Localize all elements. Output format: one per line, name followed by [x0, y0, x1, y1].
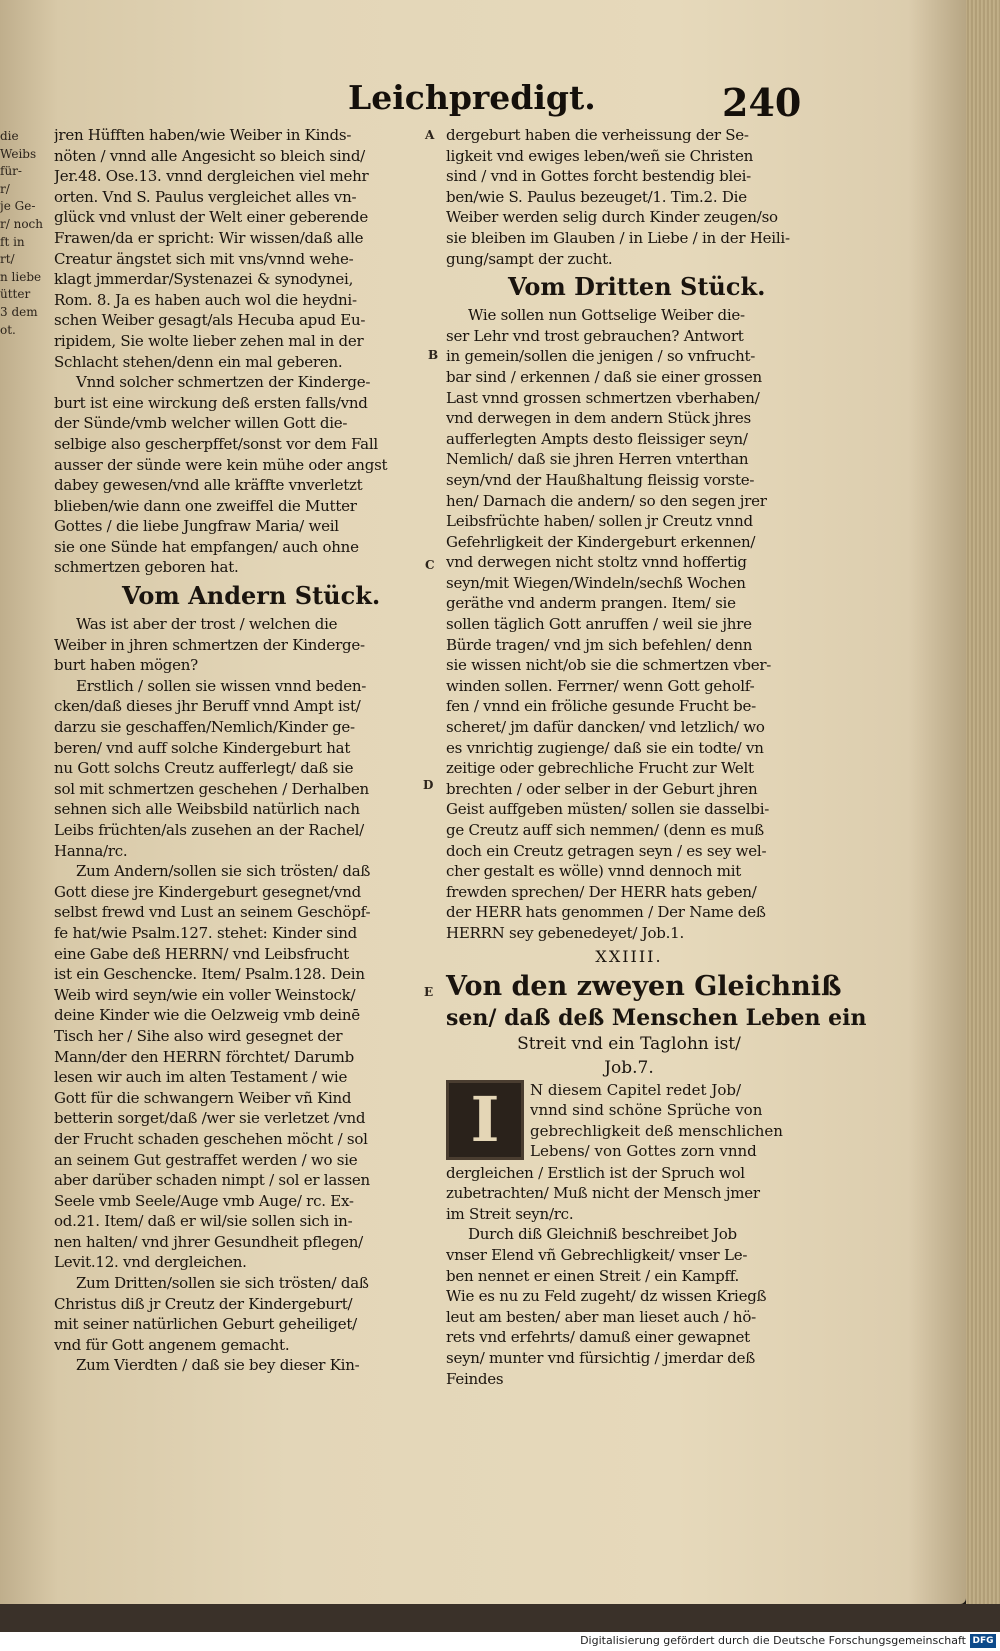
text-line: doch ein Creutz getragen seyn / es sey wel- — [446, 841, 767, 860]
text-line: aber darüber schaden nimpt / sol er lassen — [54, 1171, 370, 1190]
text-line: im Streit seyn/rc. — [446, 1204, 574, 1223]
text-line: selbst frewd vnd Lust an seinem Geschöpf- — [54, 903, 371, 922]
text-line: der HERR hats genommen / Der Name deß — [446, 903, 766, 922]
text-line: Gott für die schwangern Weiber vñ Kind — [54, 1088, 352, 1107]
page-edges — [966, 0, 1000, 1624]
text-line: sie wissen nicht/ob sie die schmertzen vber- — [446, 656, 772, 675]
left-column — [54, 125, 420, 1376]
text-line: vnser Elend vñ Gebrechligkeit/ vnser Le- — [446, 1245, 748, 1264]
footer-bar — [0, 1632, 1000, 1651]
text-line: Leibsfrüchte haben/ sollen jr Creutz vnnd — [446, 512, 753, 531]
margin-fragment: ot. — [0, 322, 16, 337]
text-line: Weiber in jhren schmertzen der Kinderge- — [54, 635, 365, 654]
text-line: Rom. 8. Ja es haben auch wol die heydni- — [54, 290, 357, 309]
text-line: scheret/ jm dafür dancken/ vnd letzlich/ wo — [446, 718, 765, 737]
text-line: Jer.48. Ose.13. vnnd dergleichen viel mehr — [54, 167, 369, 186]
text-line: Was ist aber der trost / welchen die — [76, 615, 338, 634]
text-line: Vnnd solcher schmertzen der Kinderge- — [76, 373, 371, 392]
text-line: beren/ vnd auff solche Kindergeburt hat — [54, 738, 351, 757]
text-line: hen/ Darnach die andern/ so den segen jrer — [446, 491, 767, 510]
right-paragraph-1 — [446, 125, 812, 269]
initial-text-line: N diesem Capitel redet Job/ — [530, 1080, 742, 1099]
text-line: der Frucht schaden geschehen möcht / sol — [54, 1129, 368, 1148]
text-line: seyn/ munter vnd fürsichtig / jmerdar deß — [446, 1348, 756, 1367]
right-paragraph-4 — [446, 1224, 812, 1389]
text-line: Tisch her / Sihe also wird gesegnet der — [54, 1026, 343, 1045]
text-line: geräthe vnd anderm prangen. Item/ sie — [446, 594, 736, 613]
section-heading-andern: Vom Andern Stück. — [122, 581, 381, 611]
margin-fragment: 3 dem — [0, 304, 38, 319]
text-line: Weiber werden selig durch Kinder zeugen/so — [446, 208, 778, 227]
text-line: frewden sprechen/ Der HERR hats geben/ — [446, 882, 757, 901]
dfg-logo[interactable]: DFG — [970, 1634, 996, 1648]
text-line: schen Weiber gesagt/als Hecuba apud Eu- — [54, 311, 366, 330]
left-paragraph-6 — [54, 1273, 420, 1355]
left-paragraph-7 — [54, 1355, 420, 1376]
text-line: Seele vmb Seele/Auge vmb Auge/ rc. Ex- — [54, 1191, 354, 1210]
text-line: burt haben mögen? — [54, 656, 198, 675]
running-head: Leichpredigt. — [348, 78, 596, 117]
text-line: Durch diß Gleichniß beschreibet Job — [468, 1225, 737, 1244]
text-line: schmertzen geboren hat. — [54, 558, 239, 577]
scan-background — [0, 1604, 1000, 1632]
text-line: burt ist eine wirckung deß ersten falls/vnd — [54, 393, 368, 412]
chapter-title-line-4: Job.7. — [604, 1057, 654, 1078]
text-line: sie one Sünde hat empfangen/ auch ohne — [54, 537, 359, 556]
chapter-title-line-3: Streit vnd ein Taglohn ist/ — [517, 1033, 741, 1054]
text-line: Levit.12. vnd dergleichen. — [54, 1253, 247, 1272]
text-line: selbige also gescherpffet/sonst vor dem Fall — [54, 434, 378, 453]
text-line: Creatur ängstet sich mit vns/vnnd wehe- — [54, 249, 354, 268]
text-line: fen / vnnd ein fröliche gesunde Frucht be- — [446, 697, 756, 716]
text-line: Geist auffgeben müsten/ sollen sie dasselbi- — [446, 800, 770, 819]
text-line: fe hat/wie Psalm.127. stehet: Kinder sind — [54, 923, 358, 942]
text-line: Mann/der den HERRN förchtet/ Darumb — [54, 1047, 354, 1066]
text-line: ben/wie S. Paulus bezeuget/1. Tim.2. Die — [446, 187, 747, 206]
margin-fragment: für- — [0, 164, 22, 179]
text-line: Nemlich/ daß sie jhren Herren vnterthan — [446, 450, 749, 469]
section-marker-d: D — [423, 778, 434, 792]
text-line: Erstlich / sollen sie wissen vnnd beden- — [76, 676, 367, 695]
text-line: Gott diese jre Kindergeburt gesegnet/vnd — [54, 882, 361, 901]
text-line: dabey gewesen/vnd alle kräffte vnverletzt — [54, 476, 363, 495]
text-line: Zum Dritten/sollen sie sich trösten/ daß — [76, 1274, 369, 1293]
text-line: Schlacht stehen/denn ein mal geberen. — [54, 352, 343, 371]
text-line: Frawen/da er spricht: Wir wissen/daß alle — [54, 228, 364, 247]
margin-fragment: ft in — [0, 234, 25, 249]
text-line: an seinem Gut gestraffet werden / wo sie — [54, 1150, 358, 1169]
margin-fragment: n liebe — [0, 269, 42, 284]
right-paragraph-2 — [446, 305, 812, 943]
text-line: ben nennet er einen Streit / ein Kampff. — [446, 1266, 740, 1285]
section-marker-e: E — [424, 985, 434, 999]
text-line: Wie es nu zu Feld zugeht/ dz wissen Kriegß — [446, 1287, 767, 1306]
text-line: es vnrichtig zugienge/ daß sie ein todte/ vn — [446, 738, 764, 757]
text-line: gung/sampt der zucht. — [446, 249, 613, 268]
decorated-initial-letter: I — [446, 1080, 524, 1160]
text-line: ge Creutz auff sich nemmen/ (denn es muß — [446, 821, 764, 839]
text-line: cher gestalt es wölle) vnnd dennoch mit — [446, 862, 742, 881]
text-line: bar sind / erkennen / daß sie einer grossen — [446, 367, 762, 386]
left-paragraph-2 — [54, 372, 420, 578]
text-line: brechten / oder selber in der Geburt jhren — [446, 779, 758, 798]
section-marker-a: A — [425, 128, 435, 142]
text-line: klagt jmmerdar/Systenazei & synodynei, — [54, 270, 354, 289]
left-paragraph-4 — [54, 676, 420, 861]
drop-initial-block — [446, 1080, 812, 1183]
text-line: cken/daß dieses jhr Beruff vnnd Ampt ist/ — [54, 697, 361, 716]
chapter-title-line-2: sen/ daß deß Menschen Leben ein — [446, 1004, 867, 1031]
initial-text-line: Lebens/ von Gottes zorn vnnd — [530, 1142, 757, 1161]
chapter-title-line-1: Von den zweyen Gleichniß — [446, 970, 842, 1002]
digitization-credit: Digitalisierung gefördert durch die Deutsche Forschungsgemeinschaft — [580, 1634, 966, 1647]
previous-page-margin-text — [0, 128, 44, 339]
margin-fragment: r/ noch — [0, 216, 43, 231]
left-paragraph-3 — [54, 614, 420, 676]
text-line: zeitige oder gebrechliche Frucht zur Welt — [446, 759, 754, 778]
section-marker-c: C — [425, 558, 435, 572]
text-line: Zum Andern/sollen sie sich trösten/ daß — [76, 862, 371, 881]
text-line: dergeburt haben die verheissung der Se- — [446, 126, 749, 144]
text-line: ripidem, Sie wolte lieber zehen mal in der — [54, 331, 364, 350]
text-line: sol mit schmertzen geschehen / Derhalben — [54, 779, 369, 798]
text-line: HERRN sey gebenedeyet/ Job.1. — [446, 923, 684, 942]
text-line: ser Lehr vnd trost gebrauchen? Antwort — [446, 326, 744, 345]
text-line: winden sollen. Ferrner/ wenn Gott geholf- — [446, 676, 755, 695]
text-line: dergleichen / Erstlich ist der Spruch wol — [446, 1163, 745, 1182]
text-line: sie bleiben im Glauben / in Liebe / in der Heili- — [446, 228, 790, 247]
text-line: lesen wir auch im alten Testament / wie — [54, 1068, 348, 1087]
text-line: Hanna/rc. — [54, 841, 128, 860]
text-line: seyn/mit Wiegen/Windeln/sechß Wochen — [446, 573, 746, 592]
text-line: leut am besten/ aber man lieset auch / hö- — [446, 1307, 756, 1326]
text-line: glück vnd vnlust der Welt einer geberende — [54, 208, 369, 227]
text-line: mit seiner natürlichen Geburt geheiliget/ — [54, 1315, 357, 1334]
text-line: deine Kinder wie die Oelzweig vmb deinē — [54, 1006, 360, 1025]
text-line: Leibs früchten/als zusehen an der Rachel/ — [54, 821, 364, 839]
text-line: ausser der sünde were kein mühe oder angst — [54, 455, 388, 474]
margin-fragment: r/ — [0, 181, 10, 196]
text-line: nen halten/ vnd jhrer Gesundheit pflegen/ — [54, 1232, 363, 1251]
text-line: sollen täglich Gott anruffen / weil sie jhre — [446, 615, 752, 634]
text-line: Weib wird seyn/wie ein voller Weinstock/ — [54, 985, 356, 1004]
text-line: od.21. Item/ daß er wil/sie sollen sich in- — [54, 1212, 353, 1231]
margin-fragment: je Ge- — [0, 199, 36, 214]
text-line: ist ein Geschencke. Item/ Psalm.128. Dein — [54, 965, 365, 984]
text-line: vnd derwegen nicht stoltz vnnd hoffertig — [446, 553, 747, 572]
text-line: nöten / vnnd alle Angesicht so bleich sind/ — [54, 146, 365, 165]
text-line: orten. Vnd S. Paulus vergleichet alles vn- — [54, 187, 357, 206]
section-marker-b: B — [428, 348, 439, 362]
text-line: aufferlegten Ampts desto fleissiger seyn/ — [446, 429, 748, 448]
margin-fragment: rt/ — [0, 252, 15, 267]
text-line: Zum Vierdten / daß sie bey dieser Kin- — [76, 1356, 360, 1375]
margin-fragment: die — [0, 129, 19, 143]
left-paragraph-1 — [54, 125, 420, 372]
text-line: ligkeit vnd ewiges leben/weñ sie Christen — [446, 146, 753, 165]
margin-fragment: Weibs — [0, 146, 37, 161]
left-paragraph-5 — [54, 861, 420, 1273]
text-line: jren Hüfften haben/wie Weiber in Kinds- — [54, 126, 352, 144]
text-line: der Sünde/vmb welcher willen Gott die- — [54, 414, 348, 433]
text-line: Feindes — [446, 1369, 504, 1388]
initial-text-line: gebrechligkeit deß menschlichen — [530, 1121, 783, 1140]
text-line: Gottes / die liebe Jungfraw Maria/ weil — [54, 517, 339, 536]
text-line: nu Gott solchs Creutz aufferlegt/ daß sie — [54, 759, 354, 778]
chapter-number: XXIIII. — [595, 946, 663, 966]
text-line: darzu sie geschaffen/Nemlich/Kinder ge- — [54, 718, 355, 737]
text-line: blieben/wie dann one zweiffel die Mutter — [54, 496, 357, 515]
text-line: rets vnd erfehrts/ damuß einer gewapnet — [446, 1328, 750, 1347]
right-column — [446, 125, 867, 1389]
text-line: sind / vnd in Gottes forcht bestendig blei- — [446, 167, 752, 186]
text-line: Wie sollen nun Gottselige Weiber die- — [468, 306, 745, 325]
text-line: vnd derwegen in dem andern Stück jhres — [446, 409, 751, 428]
margin-fragment: ütter — [0, 287, 31, 302]
text-line: Last vnnd grossen schmertzen vberhaben/ — [446, 388, 760, 407]
text-line: sehnen sich alle Weibsbild natürlich nach — [54, 800, 360, 819]
text-line: Christus diß jr Creutz der Kindergeburt/ — [54, 1294, 353, 1313]
section-heading-dritten: Vom Dritten Stück. — [508, 272, 766, 302]
text-line: Gefehrligkeit der Kindergeburt erkennen/ — [446, 532, 756, 551]
text-line: in gemein/sollen die jenigen / so vnfrucht- — [446, 347, 756, 366]
page-number: 240 — [722, 80, 802, 125]
text-line: vnd für Gott angenem gemacht. — [54, 1335, 290, 1354]
text-line: seyn/vnd der Haußhaltung fleissig vorste- — [446, 470, 755, 489]
text-line: betterin sorget/daß /wer sie verletzet /vnd — [54, 1109, 366, 1128]
text-line: Bürde tragen/ vnd jm sich befehlen/ denn — [446, 635, 753, 654]
text-line: zubetrachten/ Muß nicht der Mensch jmer — [446, 1184, 760, 1203]
initial-text-line: vnnd sind schöne Sprüche von — [530, 1101, 763, 1120]
text-line: eine Gabe deß HERRN/ vnd Leibsfrucht — [54, 944, 349, 963]
